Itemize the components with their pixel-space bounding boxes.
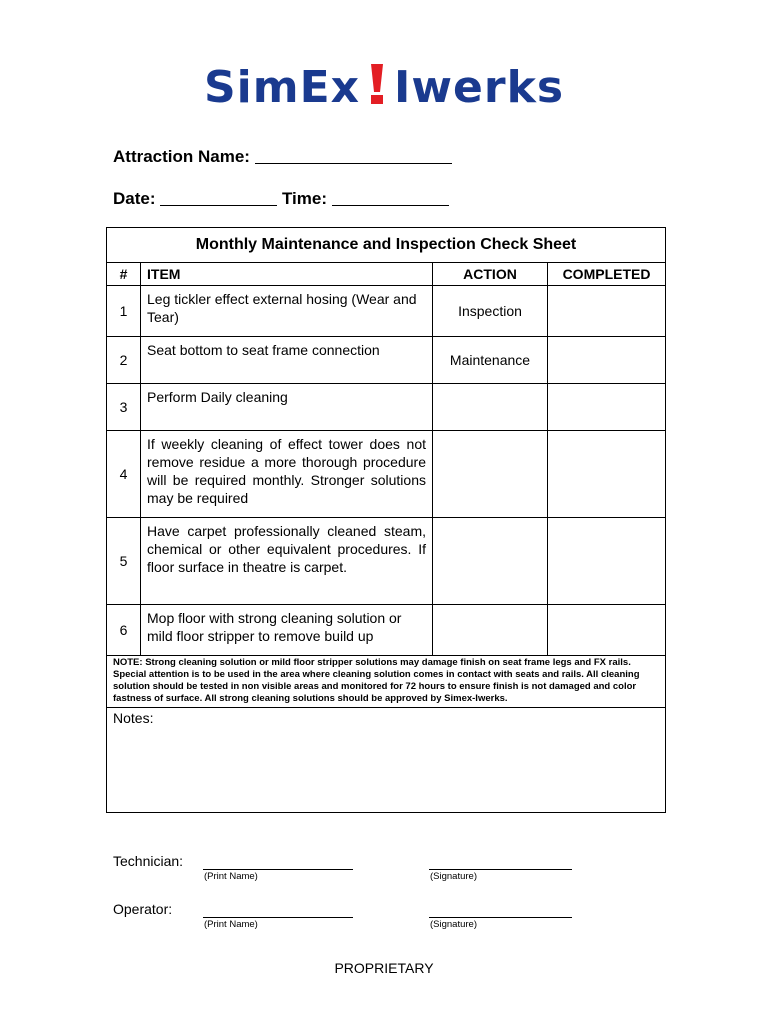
technician-label: Technician: [113,853,184,869]
row-completed-cell[interactable] [548,605,666,656]
row-completed-cell[interactable] [548,337,666,384]
table-row [107,518,666,605]
table-row [107,337,666,384]
attraction-name-label: Attraction Name: [113,147,250,166]
row-action[interactable] [433,605,548,656]
row-completed-cell[interactable] [548,384,666,431]
operator-signature-line[interactable] [429,916,572,918]
row-num: 1 [107,286,141,337]
table-header-row [107,263,666,286]
row-item: Perform Daily cleaning [141,384,433,431]
row-num: 5 [107,518,141,605]
header-item: ITEM [141,263,433,286]
logo-text-simex: SimEx [203,62,361,113]
row-item: Mop floor with strong cleaning solution or mild floor stripper to remove build up [141,605,433,656]
proprietary-footer: PROPRIETARY [334,960,434,976]
header-num: # [107,263,141,286]
row-item: Seat bottom to seat frame connection [141,337,433,384]
attraction-name-blank[interactable] [255,147,452,164]
time-label: Time: [281,189,328,208]
sheet-title: Monthly Maintenance and Inspection Check Sheet [107,228,666,263]
row-num: 2 [107,337,141,384]
row-num: 3 [107,384,141,431]
check-sheet-table [106,227,666,813]
technician-print-name-line[interactable] [203,868,353,870]
date-time-field [113,189,449,209]
row-action: Inspection [433,286,548,337]
row-completed-cell[interactable] [548,431,666,518]
operator-print-name-line[interactable] [203,916,353,918]
time-blank[interactable] [332,189,449,206]
notes-area[interactable] [107,708,666,813]
row-action[interactable] [433,431,548,518]
operator-label: Operator: [113,901,173,917]
row-item: Leg tickler effect external hosing (Wear and Tear) [141,286,433,337]
row-completed-cell[interactable] [548,518,666,605]
table-row [107,286,666,337]
row-action[interactable] [433,518,548,605]
date-label: Date: [113,189,156,208]
technician-signature-line[interactable] [429,868,572,870]
table-row [107,605,666,656]
row-item: If weekly cleaning of effect tower does not remove residue a more thorough procedure will be required monthly. Stronger solutions may be required [141,431,433,518]
table-row [107,431,666,518]
cleaning-note: NOTE: Strong cleaning solution or mild floor stripper solutions may damage finish on seat frame legs and FX rails. Special attention is to be used in the area where cleaning solution comes in contact with seats and rails. All cleaning solution should be tested in non visible areas and monitored for 72 hours to ensure finish is not damaged and color fastness of surface. All strong cleaning solutions should be approved by Simex-Iwerks. [107,656,666,708]
technician-signature-caption: (Signature) [430,871,477,882]
row-num: 4 [107,431,141,518]
notes-label: Notes: [113,710,154,726]
row-action: Maintenance [433,337,548,384]
table-row [107,384,666,431]
row-action[interactable] [433,384,548,431]
row-completed-cell[interactable] [548,286,666,337]
header-action: ACTION [433,263,548,286]
technician-print-name-caption: (Print Name) [204,871,258,882]
row-item: Have carpet professionally cleaned steam, chemical or other equivalent procedures. If floor surface in theatre is carpet. [141,518,433,605]
operator-print-name-caption: (Print Name) [204,919,258,930]
header-completed: COMPLETED [548,263,666,286]
row-num: 6 [107,605,141,656]
company-logo [0,62,768,113]
logo-text-iwerks: Iwerks [394,62,565,113]
exclamation-mark-icon [368,62,386,106]
operator-signature-caption: (Signature) [430,919,477,930]
date-blank[interactable] [160,189,277,206]
attraction-name-field [113,147,452,167]
